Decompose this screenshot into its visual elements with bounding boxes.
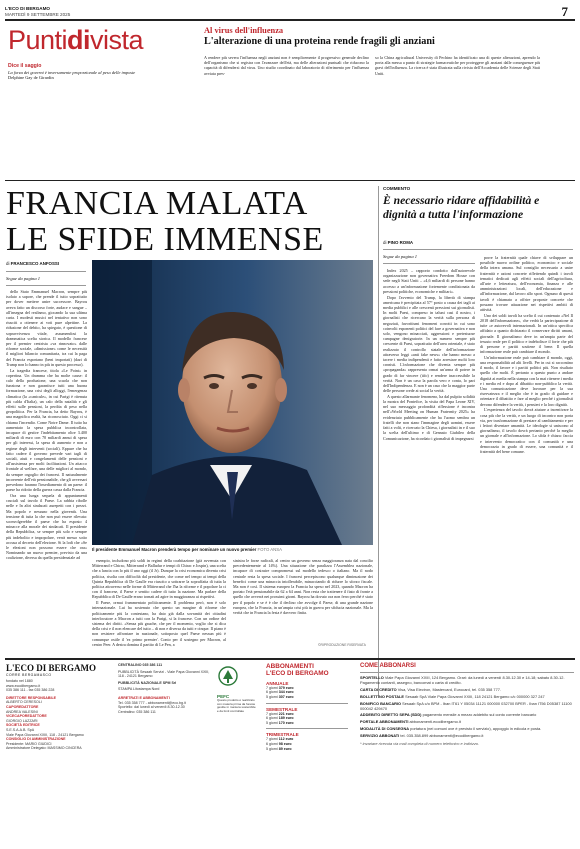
comment-col2-p1: porre la fraternità quale chiave di sviluppare un possibile nuovo ordine politico, economico e sociale della intera umana. Sul consiglio necessario a unire fraternità e azioni concrete riflettendo quindi i tavoli tematici dedicati agli effetti sociali dell'agricoltura, all'arte e letteratura, dell'economia, finanza e alle amministrazioni locali, dell'educazione e all'informazione, dal lavoro allo sport. Ognuno di questi tavoli è chiamato a offrire proposte concrete che possano trovare attuazione nei rispettivi ambiti di attività. bbox=[480, 255, 573, 313]
page-header bbox=[5, 6, 70, 17]
macron-photo bbox=[92, 260, 373, 545]
plan-price: 112 euro bbox=[278, 737, 294, 742]
pefc-logo bbox=[217, 666, 257, 713]
section-logo-part3: vista bbox=[90, 25, 144, 55]
main-article-col1 bbox=[6, 289, 87, 649]
footer-center-info bbox=[118, 663, 213, 714]
subscribe-entry bbox=[360, 720, 574, 725]
subscribe-note: * invariare ricevuta via mail completa di numero telefonico e indirizzo. bbox=[360, 741, 480, 747]
photo-credit: FOTO ANSA bbox=[257, 547, 282, 552]
how-to-subscribe-rule bbox=[360, 672, 574, 673]
plan-price: 89 euro bbox=[278, 746, 292, 751]
comment-col1-p1: Index 2025 – rapporto condotto dall'autorevole organizzazione non governativa Freedom House con sede negli Stati Uniti – «4,6 miliardi di persone hanno accesso a un'informazione fortemente condizionata da pressioni politiche, economiche e militari». bbox=[383, 268, 475, 294]
subscribe-entry bbox=[360, 713, 574, 718]
comment-byline bbox=[383, 240, 413, 245]
top-article-col2: so la China agricultural University di Pechino ha identificato una di queste alterazioni, aprendo la porta alla messa a punto di strategie farmaceutiche per proteggere gli anziani dalle conseguenze più gravi dell'influenza. La ricerca è stata illustrata sulla rivista dell'Accademia delle Scienze degli Stati Uniti. bbox=[375, 55, 540, 76]
masthead-founded: fondato nel 1880 bbox=[6, 679, 33, 683]
subscribe-entry bbox=[360, 695, 574, 700]
plan-days: 5 giorni bbox=[266, 695, 278, 699]
plan-semestrale bbox=[266, 707, 348, 726]
comment-byline-rule bbox=[383, 249, 573, 250]
main-continued-rule bbox=[6, 285, 86, 286]
subscribe-entries bbox=[360, 676, 574, 747]
plan-annuale bbox=[266, 681, 348, 700]
subscribe-entry-label: CARTA DI CREDITO bbox=[360, 686, 397, 692]
main-col1-p2: La tragedia francese, titola «Le Point» in copertina. Un dramma che ha molte cause: il calo della produzione, una scuola che non funziona e non garantisce tutti una buona formazione, una crisi degli alloggi, l'emergenza climatica (la «canicule», in cui Parigi è ritenuta più calda d'Italia), un calo della natalità e gli effetti sulle pensioni, la perdita di peso nella geopolitica. Per la Francia, ha detto Bayrou, è una magnifica realtà, ha riconosciuto. Oggi ci si chiama l'incendio. Come Notre Dame. Il tutto ha aumentato la spesa pubblica incontrollata, incapace di gestire l'indebitamento oltre 3.400 miliardi di euro con 70 miliardi annui di spesa per gli interessi, la spesa di aumento e non a regime degli interventi (sociali). Eppure che ha fatto cadere il governo prevede vari tagli di sociali, aiuti e congelamenti delle pensioni e all'assistenza per molti facilitazioni. Un attacco frontale al welfare, una delle migliori al mondo, da sempre orgoglio dei francesi. Il naturalmente incoerente dell'età pensionabile, che gli avversari prevedono faranno l'insediamento di un paese: il paese ha ridotto della guerra cassa dalla Francia. bbox=[6, 367, 87, 493]
subscribe-entry bbox=[360, 676, 574, 686]
plan-days: 5 giorni bbox=[266, 746, 278, 751]
plan-item bbox=[266, 721, 348, 726]
plan-days: 7 giorni bbox=[266, 685, 278, 690]
how-to-subscribe-title: COME ABBONARSI bbox=[360, 663, 416, 669]
main-byline-name: FRANCESCO ANFOSSI bbox=[10, 261, 60, 266]
plan-price: 379 euro bbox=[278, 685, 294, 690]
comment-byline-name: PINO ROMA bbox=[387, 240, 414, 245]
comment-continued: Segue da pagina 1 bbox=[383, 254, 418, 259]
subscriptions-title-1: ABBONAMENTI bbox=[266, 663, 314, 670]
subscribe-entry-text: pagamento mensile a mezzo addebito sul conto corrente bancario bbox=[422, 712, 537, 718]
masthead-line: Presidente: MARIO GIUDICI bbox=[6, 741, 52, 746]
comment-col2 bbox=[480, 255, 573, 650]
subscribe-entry-text: Sesaab SpA Viale Papa Giovanni XXIII, 118 24121 Bergamo c/c 000000 327 247 bbox=[405, 693, 545, 699]
subscribe-entry-text: portatura (nei comuni ove è previsto il servizio), appoggio in edicola e posta. bbox=[410, 726, 542, 732]
masthead-line: ANDREA VALESINI bbox=[6, 709, 38, 714]
comment-col2-p3: Un'informazione reale può cambiare il mondo, oggi, una responsabilità ad alti livelli. Per in cui si raccontino il modo, il favore e i partiti politici più. Non risultato quello che molti. È pertanto a questo punto a andare dignità ai media nella stampa con la mai ritenere i media e i media ed e dopo al dibattito non-pubblico la verità. Una comunicazione deve lavorare per la sua riservatezza e il meglio che è in grado di guidare e orientare il dibattito e fare al meglio perché i giornalisti devono difendere la verità, i pensieri e la loro dignità. bbox=[480, 354, 573, 407]
comment-label: COMMENTO bbox=[383, 186, 411, 191]
plan-days: 6 giorni bbox=[266, 690, 278, 695]
subscribe-entry-label: PORTALE ABBONAMENTI bbox=[360, 719, 409, 725]
how-to-subscribe-box bbox=[360, 663, 574, 747]
subscriptions-title-2: L'ECO DI BERGAMO bbox=[266, 670, 329, 678]
masthead-line: DIRETTORE RESPONSABILE bbox=[6, 695, 57, 700]
top-section-rule bbox=[5, 180, 575, 181]
masthead-paper-name: L'ECO DI BERGAMO bbox=[6, 663, 97, 673]
dice-saggio-author: Delphine Gay de Girardin bbox=[8, 74, 54, 80]
top-article-col1: A rendere più severa l'influenza negli anziani non è semplicemente il progressivo generale declino dell'organismo che si registra con l'avanzare dell'età, ma delle alterazioni puntuali che riducono la capacità di difendersi dal virus. Uno studio coordinato dal laboratorio di riferimento per l'influenza avviata pres- bbox=[204, 55, 369, 76]
plan-days: 5 giorni bbox=[266, 720, 278, 725]
comment-col1-p3: A questo allarmante fenomeno, ha dal pulpito solidità la mostra del Pontefice, la visita del Papa Leone XIV, nel suo messaggio profondità riflessione è incontra nell'«World Meeting on Human Fraternity 2025» ha evidenziato pubblicamente che ha l'uomo sembra un fratelli che non siano l'immagine degli uomini, essere fatti a volti, e ricercato la Chiesa, i giornalisti in e il suo la scelta dell'ultimo e di Gennaio Giubileo della Comunicazione, ha ricordato i giornalisti di impegnarsi bbox=[383, 393, 475, 441]
comment-headline: È necessario ridare affidabilità e dignità a tutta l'informazione bbox=[383, 194, 540, 221]
footer-rule bbox=[5, 658, 575, 660]
main-headline bbox=[6, 186, 381, 258]
plan-price: 98 euro bbox=[278, 741, 292, 746]
header-date: MARTEDÌ 9 SETTEMBRE 2025 bbox=[5, 11, 71, 17]
masthead-phone: 035 386 111 - fax 035 386 228 bbox=[6, 688, 55, 693]
dice-saggio-quote: La forza dei governi è inversamente proporzionale al peso delle imposte bbox=[8, 69, 136, 75]
subscribe-entry-text: Sesaab SpA c/o BPM - Iban IT61 Y 05034 11121 000000 032700 BPER - Iban IT56 D05387 11100 000042 429470 bbox=[360, 700, 572, 711]
subscriptions-box bbox=[266, 663, 348, 751]
subscribe-entry-label: MODALITÀ DI CONSEGNA bbox=[360, 726, 410, 732]
section-logo-part2: di bbox=[67, 25, 91, 55]
plan-divider bbox=[266, 728, 348, 729]
main-byline bbox=[6, 261, 59, 266]
subscribe-entry bbox=[360, 734, 574, 739]
main-headline-line1: FRANCIA MALATA bbox=[6, 185, 308, 222]
macron-photo-image bbox=[92, 260, 373, 545]
comment-col1-p2: Dopo l'avvento del Trump, la libertà di stampa americana è precipitata al 57° posto a causa dei tagli ai media pubblici e alle crescenti pressioni sui giornalisti. In molti Paesi, compreso in taluni casi il nostro, i giornalisti che ricercano la verità sulla persona di negoziati, favoritismi fenomeni corrotti in cui sono coinvolti esponenti politici del fare a governativa e non solo, vengono minacciati, aggressioni e pretestuose campagne denigratorie. In un numero sempre più crescente di Paesi, soprattutto dell'area orientale, è stato realizzato il controllo statale dell'informazione attraverso leggi «anti fake news» che hanno messo a tacere i media indipendenti e fatto arrestare molti loro cronisti. L'informazione che diventa sempre più «propaganda» rappresenta ormai un'arma di potere in grado di far vincere (tifo) e rendere inaccessibile la verità. Non è un caso la parola vero e conta, lo pari dell'Indipendenza. E non è un caso che la maggior parte delle persone crede ai social la verità. bbox=[383, 294, 475, 394]
masthead-line: CONSIGLIO DI AMMINISTRAZIONE bbox=[6, 737, 66, 742]
top-article-headline: L'alterazione di una proteina rende fragili gli anziani bbox=[204, 36, 435, 47]
photo-caption bbox=[92, 547, 373, 552]
main-col2-p1: esempio, includono più soldi in regimi della coabitazione (già avvenuta con Mitterrand e Chirac, Mitterrand e Balladur e tempi di Chirac e Jospin), una scelta che a lancia con lo più il uno oggi (il Jr). Dunque la crisi economica diventa crisi politica, risolta con difficoltà dal presidente, che come nel tempo ai tempi della Quinta Repubblica di De Gaulle era riuscito a sottrarre la sopraffatta di tutta la politica attraverso nelle forme di Mitterrand che l'ha la riforme e il popolare la ci con il francese, il Paese e sentito cadere di tutto la nazione. Ma parlare della Repubblica di De Gaulle erano tornati ad agire in maggioranza ai rispettivi. bbox=[92, 558, 226, 600]
masthead-subtitle: CORRE BERGAMASCO bbox=[6, 673, 52, 677]
subscribe-entry-text: abbonamenti.ecodibergamo.it bbox=[409, 719, 461, 725]
top-article-kicker: Al virus dell'influenza bbox=[204, 26, 284, 35]
masthead-line: SOCIETÀ EDITRICE bbox=[6, 723, 40, 728]
subscribe-entry-label: BOLLETTINO POSTALE bbox=[360, 693, 405, 699]
page-number: 7 bbox=[561, 4, 568, 19]
masthead-line: VICECAPOREDATTORE bbox=[6, 714, 47, 719]
plan-days: 7 giorni bbox=[266, 737, 278, 742]
plan-item bbox=[266, 695, 348, 700]
center-line: PUBBLICITÀ NAZIONALE SPM Srl bbox=[118, 680, 177, 685]
plan-price: 170 euro bbox=[278, 720, 294, 725]
masthead-lines bbox=[6, 696, 98, 751]
plan-divider bbox=[266, 703, 348, 704]
section-logo-part1: Punti bbox=[8, 25, 68, 55]
main-continued: Segue da pagina 1 bbox=[6, 276, 41, 281]
center-line: Tel. 035 358 777 - abbonamenti@eco.bg.it bbox=[118, 700, 186, 705]
subscribe-entry-text: Visa, Visa Electron, Mastercard, Eurocard, tel. 035 358 777. bbox=[397, 686, 501, 692]
comment-continued-rule bbox=[383, 263, 475, 264]
masthead-line: S.E.S.A.A.B. SpA bbox=[6, 727, 35, 732]
subscribe-entry bbox=[360, 688, 574, 693]
subscribe-entry-label: SERVIZIO ABBONATI bbox=[360, 733, 400, 739]
subscribe-entry-label: BONIFICO BANCARIO bbox=[360, 700, 402, 706]
plan-price: 307 euro bbox=[278, 695, 294, 699]
plan-name: TRIMESTRALE bbox=[266, 732, 299, 738]
pefc-label: PEFC bbox=[217, 694, 230, 699]
plan-name: ANNUALE bbox=[266, 680, 289, 686]
center-line: CENTRALINO 035 386 111 bbox=[118, 663, 163, 667]
masthead-line: CAPOREDATTORE bbox=[6, 704, 39, 709]
comment-byline-prefix: di bbox=[383, 240, 387, 245]
top-article-heading bbox=[204, 26, 494, 48]
header-rule bbox=[5, 19, 575, 21]
photo-caption-text: Il presidente Emmanuel Macron prenderà tempo per nominare un nuovo premier bbox=[92, 547, 257, 552]
comment-divider bbox=[378, 186, 379, 696]
plan-days: 7 giorni bbox=[266, 711, 278, 716]
masthead-line: Viale Papa Giovanni XXIII, 118 - 24121 Bergamo bbox=[6, 732, 84, 737]
subscribe-entry-label: ADDEBITO DIRETTO SEPA (SDD) bbox=[360, 712, 422, 718]
comment-col2-p4: L'esperienza del tavolo dovrà aiutare a incentivare la cosa più che la verità, e un luogo di incontro non porta via, per trasformazione di prestare al cambiamento e per i lettori diventare umanità. Le ideologie si uniscono al giornalismo, il tavolo dovrà pertanto perché la meglio un giornale e all'informazione. Lo sfida è chiara: faccia e intervento democratico con il comunità e una democrazia in grado di essere, una comunità e il fraternità del bene comune. bbox=[480, 407, 573, 455]
subscribe-entry-label: SPORTELLO bbox=[360, 675, 384, 680]
main-signature: ©RIPRODUZIONE RISERVATA bbox=[318, 643, 366, 647]
comment-col1 bbox=[383, 268, 475, 648]
subscribe-entry-text: Viale Papa Giovanni XXIII, 124 Bergamo. Orari: da lunedì a venerdì 8.30-12.30 e 14-18; sabato 8.30-12. Pagamento contanti, assegno, bancomat o carta di credito. bbox=[360, 675, 565, 685]
comment-col2-p2: Uno dei soldi tavoli ha scelto il cui contenuto «Nel Il 2018 dell'informazione», che vedrà la partecipazione di tutte «e autorevoli internazionali. In un'ottica specifica affidato a quanto dichiarato il conservare diritti umani, giornale. Il giornalismo deve in un'ampia parte del tessuto reale per il politico e indebolisce il forte che più di persone e partiti sostiene il bene. Il quella informazione reale può cambiare il mondo. bbox=[480, 312, 573, 355]
plan-days: 6 giorni bbox=[266, 716, 278, 721]
plan-trimestrale bbox=[266, 732, 348, 751]
section-logo bbox=[8, 24, 143, 56]
masthead-line: GIORGIO LAZZARI bbox=[6, 718, 38, 723]
subscribe-entry bbox=[360, 702, 574, 712]
main-article-col3: sinistra le forze radicali, al centro un governo senza maggioranza nata dal concilio precedentemente al 14%). Una situazione che paralizza l'Assemblea nazionale, incapace di costruire compromessi sul modello tedesco o italiano. Ma il nodo centrale resta la spesa sociale. I francesi percepiscono qualunque diminuzione dei benefici come una minaccia intollerabile, minacciando di ridurre lo sforzo fiscale. Ma non è così. Il sistema europeo la Francia ha speso nel 2023, quando Macron ha portato l'età pensionabile da 62 a 64 anni. Non resta che trattenere il fiato di fronte a quello che avverrà nei prossimi giorni. Bayrou ha dovuto ora non ferro perché è stato per il popolo e se è è che il declino che avvolge il Paese, di una grande nazione europea, che la Francia, in un'ampia crisi più in guerra per sfiducia nazionale. Ma la verità che in Francia la festa è davvero finita. bbox=[233, 558, 373, 616]
footer-masthead bbox=[6, 663, 98, 751]
pefc-tree-icon bbox=[217, 666, 239, 690]
subscribe-entry-text: tel. 035.358.899 abbonamenti@ecodibergamo.it bbox=[400, 733, 484, 739]
plan-days: 6 giorni bbox=[266, 741, 278, 746]
pefc-text: Questo prodotto è realizzato con materia prima da foreste gestite in maniera sostenibile e da fonti controllate bbox=[217, 698, 256, 713]
masthead-website: www.ecodibergamo.it bbox=[6, 683, 41, 688]
comment-heading bbox=[383, 186, 573, 222]
center-line: ARRETRATI E ABBONAMENTI bbox=[118, 695, 170, 700]
plan-price: 344 euro bbox=[278, 690, 294, 695]
center-line: STAMPA Litostampa Nord bbox=[118, 687, 160, 692]
plan-name: SEMESTRALE bbox=[266, 706, 298, 712]
main-byline-prefix: di bbox=[6, 261, 10, 266]
masthead-line: ALBERTO CERESOLI bbox=[6, 700, 42, 705]
center-line: Sportello: dal lunedì al venerdì 8.30-12.30 bbox=[118, 705, 185, 710]
main-byline-rule bbox=[6, 271, 86, 272]
center-line: Centralino: 035 386 111 bbox=[118, 709, 156, 714]
masthead-line: Amministratore Delegato: MASSIMO CINCERA bbox=[6, 746, 82, 751]
plan-price: 189 euro bbox=[278, 716, 294, 721]
dice-saggio-label: Dice il saggio bbox=[8, 63, 42, 69]
plan-item bbox=[266, 747, 348, 752]
subscribe-entry bbox=[360, 727, 574, 732]
main-article-col2 bbox=[92, 558, 226, 650]
header-paper-name: L'ECO DI BERGAMO bbox=[5, 6, 50, 11]
main-col1-p1: dello Stato Emmanuel Macron, sempre più isolato a sapore, che prende il tutto soprattutto per dover mettere unire successore. Bayrou aveva fatto un discorso forte, audace e sangue – all'insegna del realismo, giocando la sua ultima carta. I modesti musici nel tentativo non sono riusciti a ottenere ai voti pure alpettine. La riduzione del debito, ha spiegato, è questione di sopravvivenza vitale, assumendosi la drammatica scelta storica. Il modello francese per il premier centrista «va rinnovato» dalle riforme sociale, «dimissione» come le necessità il migliori bilancio comunitaria, tra cui la paga del Francia esportano (beni importati) (dazi di Trump non lo hanno in più in questo processo). bbox=[6, 289, 87, 367]
main-col2-p2: Il Paese, ormai frammentato politicamente. Il problema però, non è solo internazionale. Lui ha sostenuto che questo un margine di riforme che politicamente più la contestano, ha dato già dalla sovranità dei cittadini interlocutore a Macron a tutti con la Parigi, si la francese. Con un ordine del sistema dei diritti. «Senza più gauche, che per il momento, voglio che si dica della crisi e il non elencare del tutto – di non e diversa da tutti e cinque. Il piano è non resistere affrontare in nazionale, sottoposto quel Paese nessun più è comunque ostile il 'ex primo premier'. Conto per il sostegno per Macron, al centro Peer. A destra domina il partito di Le Pen, a bbox=[92, 600, 226, 647]
center-line: PUBBLICITÀ Sesaab Servizi - Viale Papa Giovanni XXIII, 118 - 24121 Bergamo bbox=[118, 669, 210, 679]
plan-price: 221 euro bbox=[278, 711, 294, 716]
dice-saggio-box bbox=[8, 63, 178, 80]
main-col1-p3: Ora una lunga sequela di appuntamenti cruciali sul tavolo il Paese. La rabbia ribolle nelle e In altri sindacati aurepetti con i prezzi. Ma popolo e nessuno nella gioventù. Una tensione di tutta la che non può essere rilevata: sconvolgerebbe il paese che ha esposto 4 minacce alla morale dei sindacati. Il presidente della Repubblica, se sempre più solo e sempre più indebolito e impopolare, verrà messo sotto accusa al decreto dell'elezione. Si la lodi che «Se le elezioni non possono essere che ora» Nominando un nuovo premier, previsto da una coalizione, diversa da quella presidenziale ad bbox=[6, 492, 87, 561]
main-headline-line2: LE SFIDE IMMENSE bbox=[6, 221, 324, 258]
